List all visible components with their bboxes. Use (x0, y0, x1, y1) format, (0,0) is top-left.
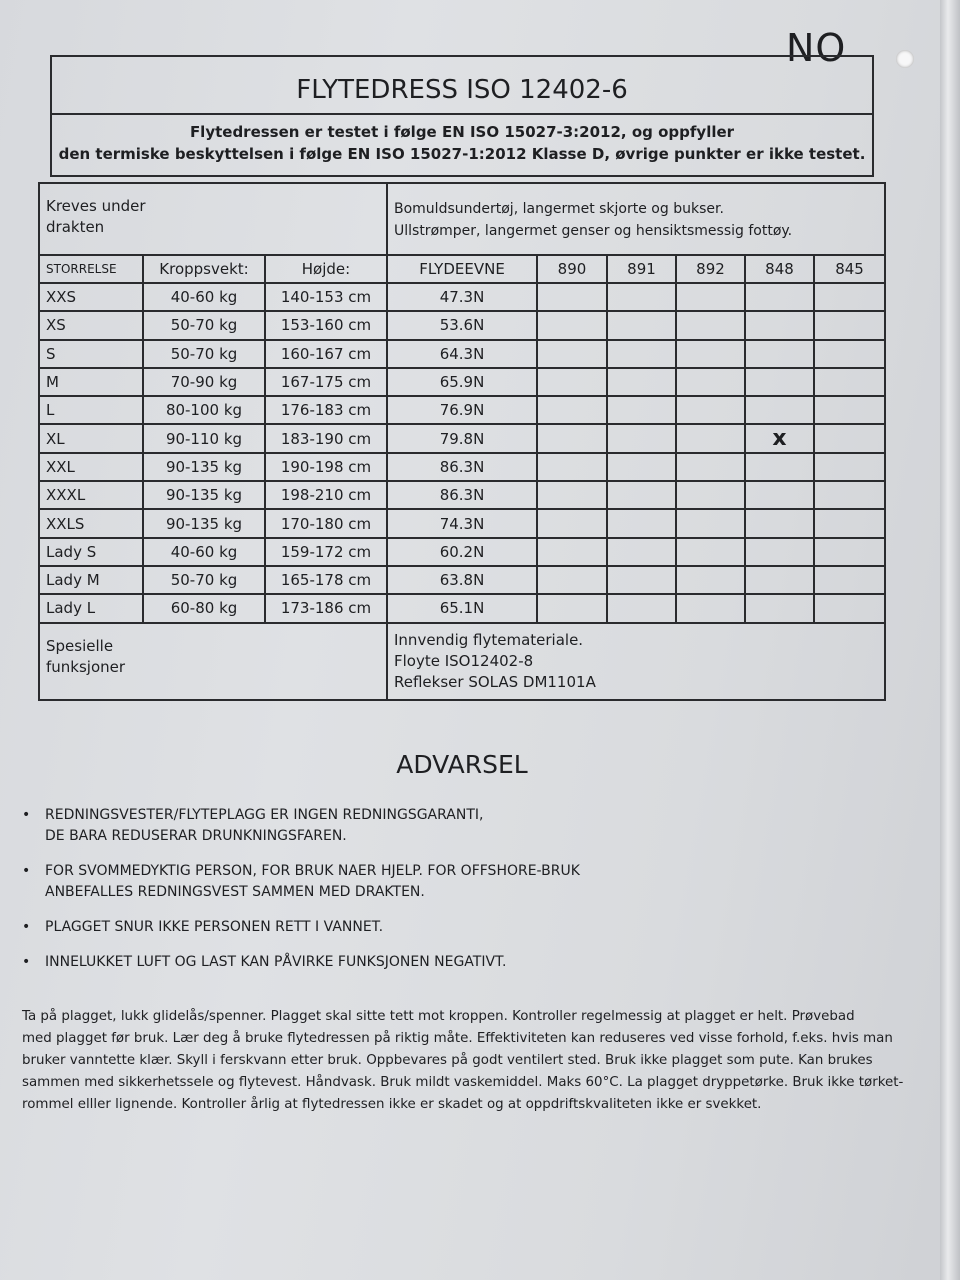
warning-item (22, 805, 882, 847)
warning-item (22, 917, 882, 938)
care-line: bruker vanntette klær. Skyll i ferskvann etter bruk. Oppbevares på godt ventilert sted. Bruk ikke plagget som pute. Kan brukes (22, 1053, 873, 1068)
model-check-cell (676, 396, 745, 424)
model-check-cell (537, 566, 607, 594)
model-check-cell (745, 566, 814, 594)
table-row (39, 453, 885, 481)
model-check-cell (676, 368, 745, 396)
special-text-line: Reflekser SOLAS DM1101A (394, 672, 596, 691)
weight-cell: 70-90 kg (143, 368, 265, 396)
warning-item (22, 952, 882, 973)
bullet-icon: • (22, 807, 31, 823)
table-row (39, 509, 885, 537)
header-description (52, 115, 872, 165)
warning-line: REDNINGSVESTER/FLYTEPLAGG ER INGEN REDNINGSGARANTI, (45, 807, 484, 823)
model-check-cell: x (745, 424, 814, 452)
model-check-cell (745, 368, 814, 396)
header-model-892: 892 (676, 255, 745, 283)
model-check-cell (814, 283, 885, 311)
buoyancy-cell: 76.9N (387, 396, 537, 424)
special-row (39, 623, 885, 700)
size-cell: XL (39, 424, 143, 452)
model-check-cell (814, 509, 885, 537)
warning-text (45, 952, 506, 973)
model-check-cell (745, 283, 814, 311)
warning-text (45, 861, 580, 903)
model-check-cell (607, 481, 676, 509)
care-line: sammen med sikkerhetssele og flytevest. Håndvask. Bruk mildt vaskemiddel. Maks 60°C. La plagget dryppetørke. Bruk ikke tørket- (22, 1075, 904, 1090)
model-check-cell (537, 283, 607, 311)
header-weight: Kroppsvekt: (143, 255, 265, 283)
bullet-icon: • (22, 919, 31, 935)
model-check-cell (814, 424, 885, 452)
buoyancy-cell: 65.1N (387, 594, 537, 622)
model-check-cell (537, 368, 607, 396)
warning-text (45, 805, 483, 847)
model-check-cell (607, 538, 676, 566)
model-check-cell (607, 283, 676, 311)
model-check-cell (537, 509, 607, 537)
warning-line: ANBEFALLES REDNINGSVEST SAMMEN MED DRAKTEN. (45, 884, 425, 900)
warning-line: PLAGGET SNUR IKKE PERSONEN RETT I VANNET. (45, 919, 384, 935)
model-check-cell (537, 594, 607, 622)
model-check-cell (814, 538, 885, 566)
weight-cell: 80-100 kg (143, 396, 265, 424)
model-check-cell (607, 368, 676, 396)
required-text (387, 183, 885, 255)
bullet-icon: • (22, 954, 31, 970)
model-check-cell (537, 453, 607, 481)
punch-hole (896, 50, 914, 68)
special-text-line: Floyte ISO12402-8 (394, 651, 534, 670)
warning-item (22, 861, 882, 903)
table-row (39, 566, 885, 594)
size-cell: Lady M (39, 566, 143, 594)
model-check-cell (676, 594, 745, 622)
model-check-cell (537, 340, 607, 368)
weight-cell: 60-80 kg (143, 594, 265, 622)
weight-cell: 90-135 kg (143, 453, 265, 481)
model-check-cell (537, 311, 607, 339)
buoyancy-cell: 63.8N (387, 566, 537, 594)
model-check-cell (607, 453, 676, 481)
page-edge (940, 0, 960, 1280)
model-check-cell (745, 538, 814, 566)
table-row (39, 368, 885, 396)
special-label-line: funksjoner (46, 657, 126, 676)
model-check-cell (745, 453, 814, 481)
required-row (39, 183, 885, 255)
table-row (39, 396, 885, 424)
buoyancy-cell: 65.9N (387, 368, 537, 396)
model-check-cell (745, 311, 814, 339)
care-line: Ta på plagget, lukk glidelås/spenner. Plagget skal sitte tett mot kroppen. Kontroller regelmessig at plagget er helt. Prøvebad (22, 1009, 855, 1024)
height-cell: 167-175 cm (265, 368, 387, 396)
care-line: rommel elller lignende. Kontroller årlig at flytedressen ikke er skadet og at oppdriftskvaliteten ikke er svekket. (22, 1097, 762, 1112)
header-size: STORRELSE (39, 255, 143, 283)
model-check-cell (607, 509, 676, 537)
height-cell: 165-178 cm (265, 566, 387, 594)
model-check-cell (676, 538, 745, 566)
model-check-cell (745, 396, 814, 424)
buoyancy-cell: 86.3N (387, 481, 537, 509)
height-cell: 153-160 cm (265, 311, 387, 339)
size-cell: XS (39, 311, 143, 339)
height-cell: 176-183 cm (265, 396, 387, 424)
table-row (39, 340, 885, 368)
header-model-891: 891 (607, 255, 676, 283)
warning-line: DE BARA REDUSERAR DRUNKNINGSFAREN. (45, 828, 347, 844)
buoyancy-cell: 79.8N (387, 424, 537, 452)
special-label-line: Spesielle (46, 636, 114, 655)
weight-cell: 90-110 kg (143, 424, 265, 452)
weight-cell: 90-135 kg (143, 509, 265, 537)
size-table (38, 182, 886, 701)
height-cell: 198-210 cm (265, 481, 387, 509)
care-instructions (22, 1006, 904, 1116)
header-box (50, 55, 874, 177)
model-check-cell (607, 311, 676, 339)
header-model-848: 848 (745, 255, 814, 283)
model-check-cell (607, 566, 676, 594)
weight-cell: 40-60 kg (143, 538, 265, 566)
required-label-line: Kreves under (46, 197, 146, 215)
table-row (39, 538, 885, 566)
model-check-cell (607, 424, 676, 452)
model-check-cell (745, 594, 814, 622)
document-title: FLYTEDRESS ISO 12402-6 (52, 57, 872, 115)
model-check-cell (814, 594, 885, 622)
buoyancy-cell: 86.3N (387, 453, 537, 481)
model-check-cell (814, 453, 885, 481)
height-cell: 190-198 cm (265, 453, 387, 481)
size-cell: M (39, 368, 143, 396)
buoyancy-cell: 60.2N (387, 538, 537, 566)
table-row (39, 424, 885, 452)
size-cell: XXXL (39, 481, 143, 509)
buoyancy-cell: 64.3N (387, 340, 537, 368)
warning-list (22, 805, 882, 987)
model-check-cell (676, 481, 745, 509)
size-cell: XXL (39, 453, 143, 481)
model-check-cell (676, 453, 745, 481)
header-buoyancy: FLYDEEVNE (387, 255, 537, 283)
size-cell: XXLS (39, 509, 143, 537)
model-check-cell (745, 481, 814, 509)
model-check-cell (607, 396, 676, 424)
header-model-890: 890 (537, 255, 607, 283)
model-check-cell (537, 481, 607, 509)
model-check-cell (745, 509, 814, 537)
model-check-cell (814, 481, 885, 509)
size-cell: S (39, 340, 143, 368)
model-check-cell (814, 311, 885, 339)
size-cell: XXS (39, 283, 143, 311)
table-header-row (39, 255, 885, 283)
warning-line: FOR SVOMMEDYKTIG PERSON, FOR BRUK NAER HJELP. FOR OFFSHORE-BRUK (45, 863, 580, 879)
size-cell: L (39, 396, 143, 424)
model-check-cell (607, 340, 676, 368)
model-check-cell (676, 283, 745, 311)
model-check-cell (814, 566, 885, 594)
description-line: den termiske beskyttelsen i følge EN ISO 15027-1:2012 Klasse D, øvrige punkter er ikke testet. (58, 145, 866, 163)
required-text-line: Ullstrømper, langermet genser og hensiktsmessig fottøy. (394, 223, 793, 239)
model-check-cell (537, 396, 607, 424)
required-text-line: Bomuldsundertøj, langermet skjorte og bukser. (394, 201, 724, 217)
model-check-cell (537, 538, 607, 566)
required-label (39, 183, 387, 255)
model-check-cell (814, 368, 885, 396)
model-check-cell (745, 340, 814, 368)
bullet-icon: • (22, 863, 31, 879)
model-check-cell (814, 340, 885, 368)
weight-cell: 50-70 kg (143, 311, 265, 339)
buoyancy-cell: 47.3N (387, 283, 537, 311)
height-cell: 170-180 cm (265, 509, 387, 537)
weight-cell: 50-70 kg (143, 566, 265, 594)
special-label (39, 623, 387, 700)
model-check-cell (676, 424, 745, 452)
language-code: NO (786, 26, 847, 70)
height-cell: 160-167 cm (265, 340, 387, 368)
height-cell: 159-172 cm (265, 538, 387, 566)
header-height: Højde: (265, 255, 387, 283)
model-check-cell (607, 594, 676, 622)
weight-cell: 40-60 kg (143, 283, 265, 311)
special-text-line: Innvendig flytemateriale. (394, 630, 584, 649)
special-text (387, 623, 885, 700)
warning-line: INNELUKKET LUFT OG LAST KAN PÅVIRKE FUNKSJONEN NEGATIVT. (45, 954, 507, 970)
buoyancy-cell: 53.6N (387, 311, 537, 339)
table-row (39, 594, 885, 622)
model-check-cell (676, 340, 745, 368)
warning-text (45, 917, 383, 938)
size-cell: Lady L (39, 594, 143, 622)
model-check-cell (676, 566, 745, 594)
height-cell: 173-186 cm (265, 594, 387, 622)
size-rows (39, 283, 885, 623)
care-line: med plagget før bruk. Lær deg å bruke flytedressen på riktig måte. Effektiviteten kan reduseres ved visse forhold, f.eks. hvis man (22, 1031, 893, 1046)
header-model-845: 845 (814, 255, 885, 283)
model-check-cell (676, 509, 745, 537)
model-check-cell (676, 311, 745, 339)
description-line: Flytedressen er testet i følge EN ISO 15027-3:2012, og oppfyller (189, 123, 735, 141)
height-cell: 140-153 cm (265, 283, 387, 311)
size-cell: Lady S (39, 538, 143, 566)
height-cell: 183-190 cm (265, 424, 387, 452)
table-row (39, 311, 885, 339)
weight-cell: 90-135 kg (143, 481, 265, 509)
weight-cell: 50-70 kg (143, 340, 265, 368)
table-row (39, 481, 885, 509)
buoyancy-cell: 74.3N (387, 509, 537, 537)
model-check-cell (814, 396, 885, 424)
table-row (39, 283, 885, 311)
model-check-cell (537, 424, 607, 452)
required-label-line: drakten (46, 218, 105, 236)
warning-title: ADVARSEL (396, 750, 528, 779)
